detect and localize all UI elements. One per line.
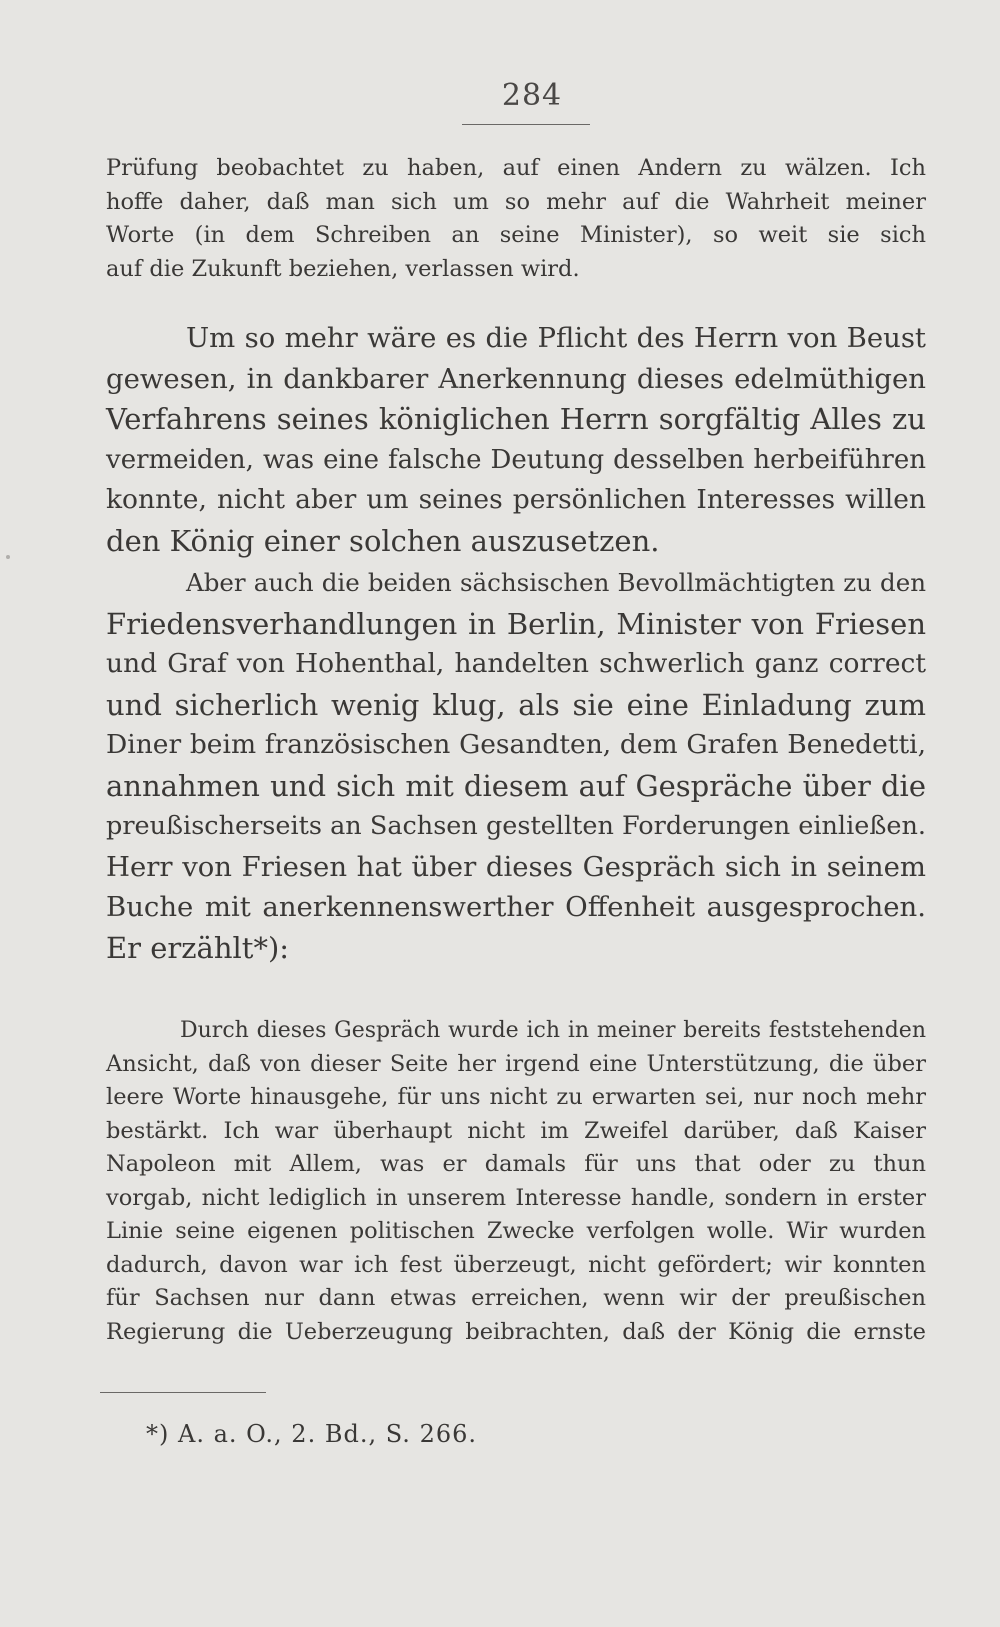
text-line: bestärkt. Ich war überhaupt nicht im Zweifel darüber, daß Kaiser [106,1117,926,1144]
text-line: Um so mehr wäre es die Pflicht des Herrn von Beust [186,322,926,354]
text-line: für Sachsen nur dann etwas erreichen, wenn wir der preußischen [106,1285,926,1311]
text-line: Durch dieses Gespräch wurde ich in meiner bereits feststehenden [180,1018,926,1043]
text-line: Herr von Friesen hat über dieses Gespräch sich in seinem [106,850,926,883]
text-line: leere Worte hinausgehe, für uns nicht zu erwarten sei, nur noch mehr [106,1084,926,1110]
text-line: Worte (in dem Schreiben an seine Minister), so weit sie sich [106,222,926,248]
text-line: Linie seine eigenen politischen Zwecke verfolgen wolle. Wir wurden [106,1218,926,1244]
text-line: konnte, nicht aber um seines persönlichen Interesses willen [106,484,926,515]
text-line: annahmen und sich mit diesem auf Gespräche über die [106,768,926,803]
text-line: Friedensverhandlungen in Berlin, Minister von Friesen [106,606,926,641]
text-line: auf die Zukunft beziehen, verlassen wird. [106,255,580,282]
paragraph-beust [106,318,926,561]
text-line: Er erzählt*): [106,930,290,965]
text-line: Prüfung beobachtet zu haben, auf einen Andern zu wälzen. Ich [106,155,926,181]
text-line: vorgab, nicht lediglich in unserem Interesse handle, sondern in erster [106,1184,926,1211]
paragraph-bevollmaechtigte [106,563,926,968]
page-number-rule [462,124,590,125]
text-line: den König einer solchen auszusetzen. [106,523,660,558]
footnote: *) A. a. O., 2. Bd., S. 266. [146,1420,477,1448]
text-line: Napoleon mit Allem, was er damals für uns that oder zu thun [106,1151,926,1177]
text-line: und sicherlich wenig klug, als sie eine Einladung zum [106,687,926,722]
text-line: Diner beim französischen Gesandten, dem Grafen Benedetti, [106,729,926,760]
quote-continuation [106,152,926,286]
text-line: und Graf von Hohenthal, handelten schwerlich ganz correct [106,648,926,679]
paper-speck [6,555,10,559]
text-line: Ansicht, daß von dieser Seite her irgend eine Unterstützung, die über [106,1050,926,1077]
quote-friesen [106,1014,926,1349]
text-line: Buche mit anerkennenswerther Offenheit ausgesprochen. [106,891,926,923]
page-number: 284 [501,78,563,113]
footnote-rule [100,1392,266,1393]
text-line: hoffe daher, daß man sich um so mehr auf die Wahrheit meiner [106,188,926,215]
text-line: vermeiden, was eine falsche Deutung desselben herbeiführen [106,444,926,475]
text-line: dadurch, davon war ich fest überzeugt, nicht gefördert; wir konnten [106,1251,926,1278]
text-line: Regierung die Ueberzeugung beibrachten, daß der König die ernste [106,1318,926,1345]
text-line: Aber auch die beiden sächsischen Bevollmächtigten zu den [186,568,926,597]
text-line: gewesen, in dankbarer Anerkennung dieses edelmüthigen [106,362,926,395]
text-line: Verfahrens seines königlichen Herrn sorgfältig Alles zu [106,402,926,436]
text-line: preußischerseits an Sachsen gestellten Forderungen einließen. [106,811,926,841]
